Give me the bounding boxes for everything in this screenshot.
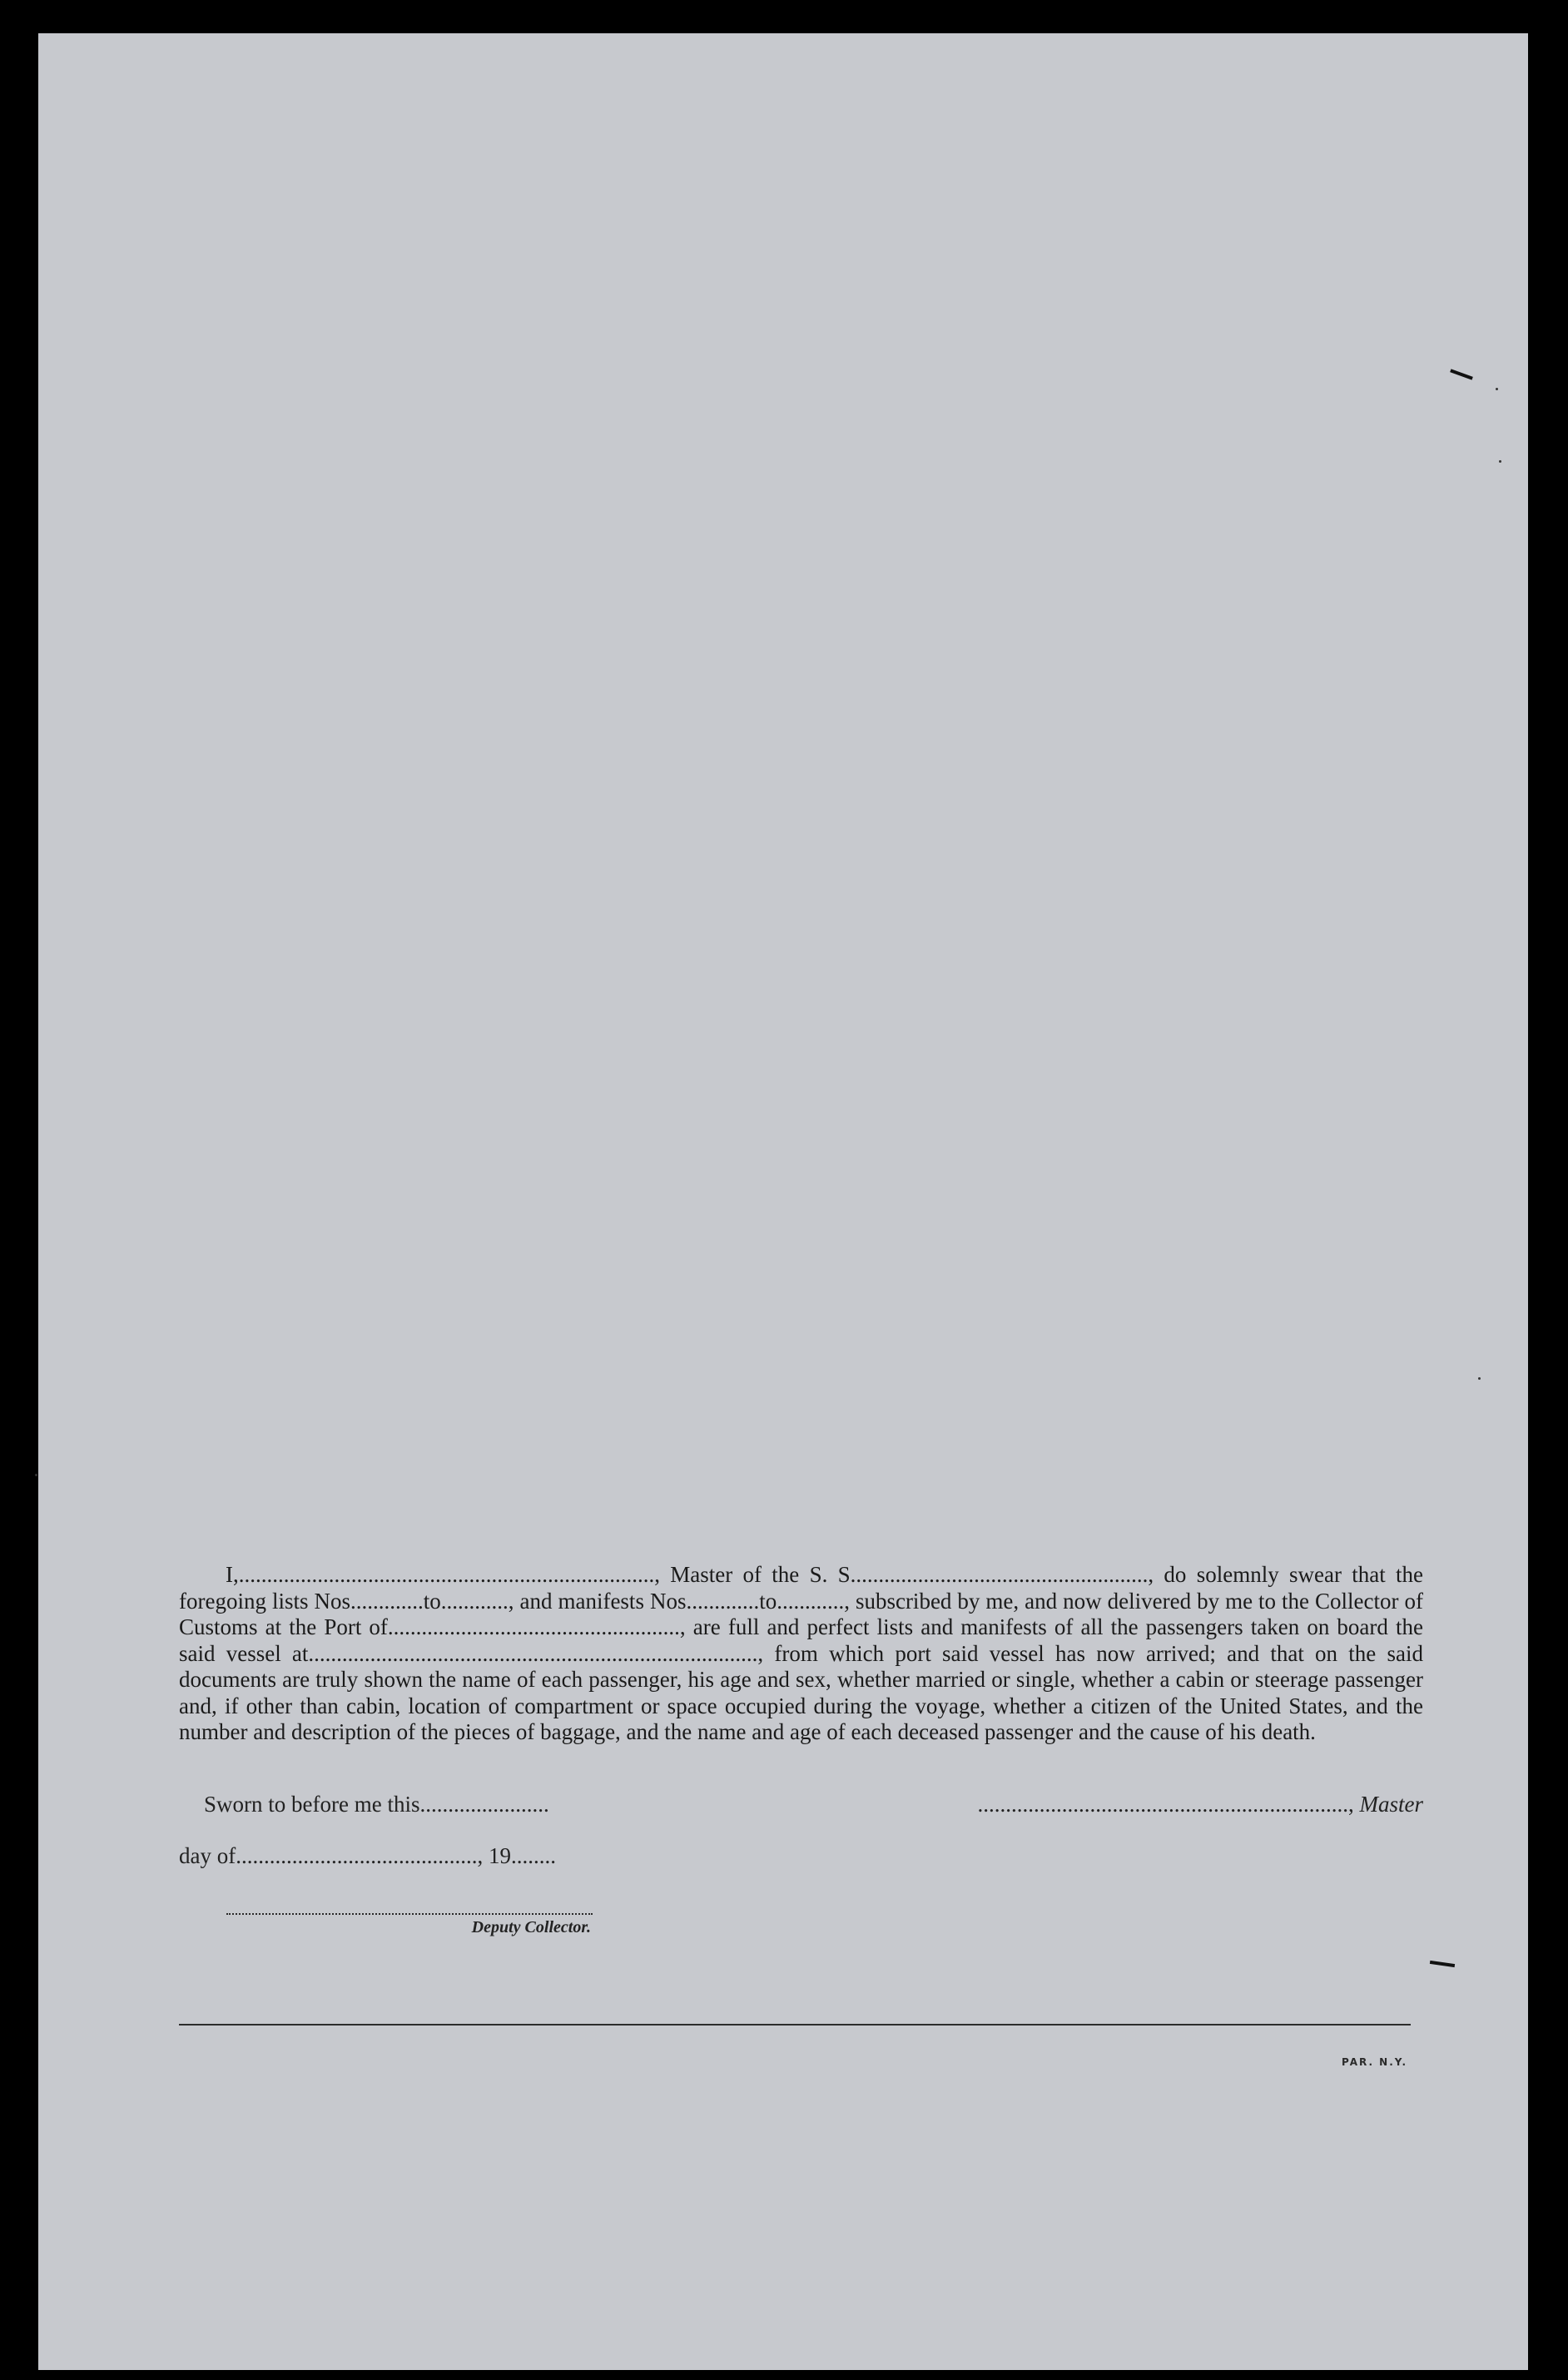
sworn-line: Sworn to before me this....................... [204, 1792, 549, 1817]
speck [35, 1474, 37, 1476]
deputy-collector-label: Deputy Collector. [471, 1918, 591, 1936]
speck [1478, 1377, 1481, 1380]
master-signature-line [978, 1792, 1424, 1817]
speck [1499, 460, 1501, 463]
master-label: Master [1359, 1792, 1423, 1817]
day-of-line: day of..........................................., 19........ [179, 1843, 556, 1868]
master-dots: .................................................................., [977, 1792, 1354, 1817]
oath-paragraph [179, 1562, 1423, 1746]
bottom-rule [179, 2024, 1411, 2025]
speck [1496, 388, 1498, 390]
oath-text: I,.........................................................................., Master of the S. S....................................................., do solemnly swear that the foregoing lists Nos.............to............, and manifests Nos.............to............, subscribed by me, and now delivered by me to the Collector of Customs at the Port of...................................................., are full and perfect lists and manifests of all the passengers taken on board the said vessel at................................................................................, from which port said vessel has now arrived; and that on the said documents are truly shown the name of each passenger, his age and sex, whether married or single, whether a cabin or steerage passenger and, if other than cabin, location of compartment or space occupied during the voyage, whether a citizen of the United States, and the number and description of the pieces of baggage, and the name and age of each deceased passenger and the cause of his death. [179, 1562, 1423, 1744]
signature-row [179, 1792, 1423, 1825]
document-page [38, 33, 1528, 2370]
deputy-signature-line [226, 1900, 593, 1915]
deputy-collector-block [226, 1900, 593, 1937]
printer-mark: PAR. N.Y. [1342, 2056, 1408, 2068]
